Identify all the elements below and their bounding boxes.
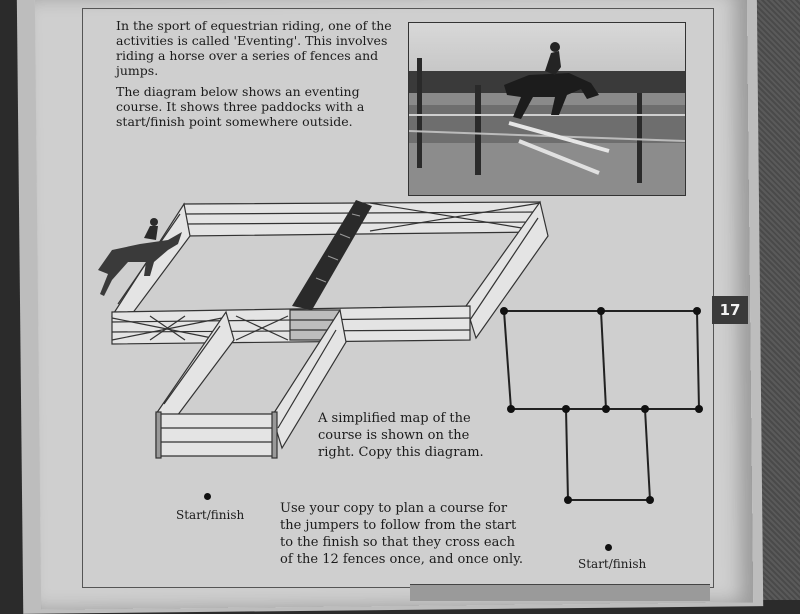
bottom-strip [410, 584, 710, 601]
page-number-tab: 17 [712, 296, 748, 324]
start-finish-dot-left [204, 493, 211, 500]
plan-text: Use your copy to plan a course for the jumpers to follow from the start to the finish so that they cross each of the 12 fences once, and once only. [280, 501, 523, 567]
start-finish-dot-right [605, 544, 612, 551]
simplified-map-text: A simplified map of the course is shown on the right. Copy this diagram. [318, 411, 484, 460]
intro-paragraph-2: The diagram below shows an eventing course. It shows three paddocks with a start/finish point somewhere outside. [116, 84, 365, 129]
intro-paragraph-1: In the sport of equestrian riding, one of the activities is called 'Eventing'. This involves riding a horse over a series of fences and jumps. [116, 18, 392, 78]
start-finish-label-right: Start/finish [578, 557, 647, 571]
start-finish-label-left: Start/finish [176, 508, 245, 522]
